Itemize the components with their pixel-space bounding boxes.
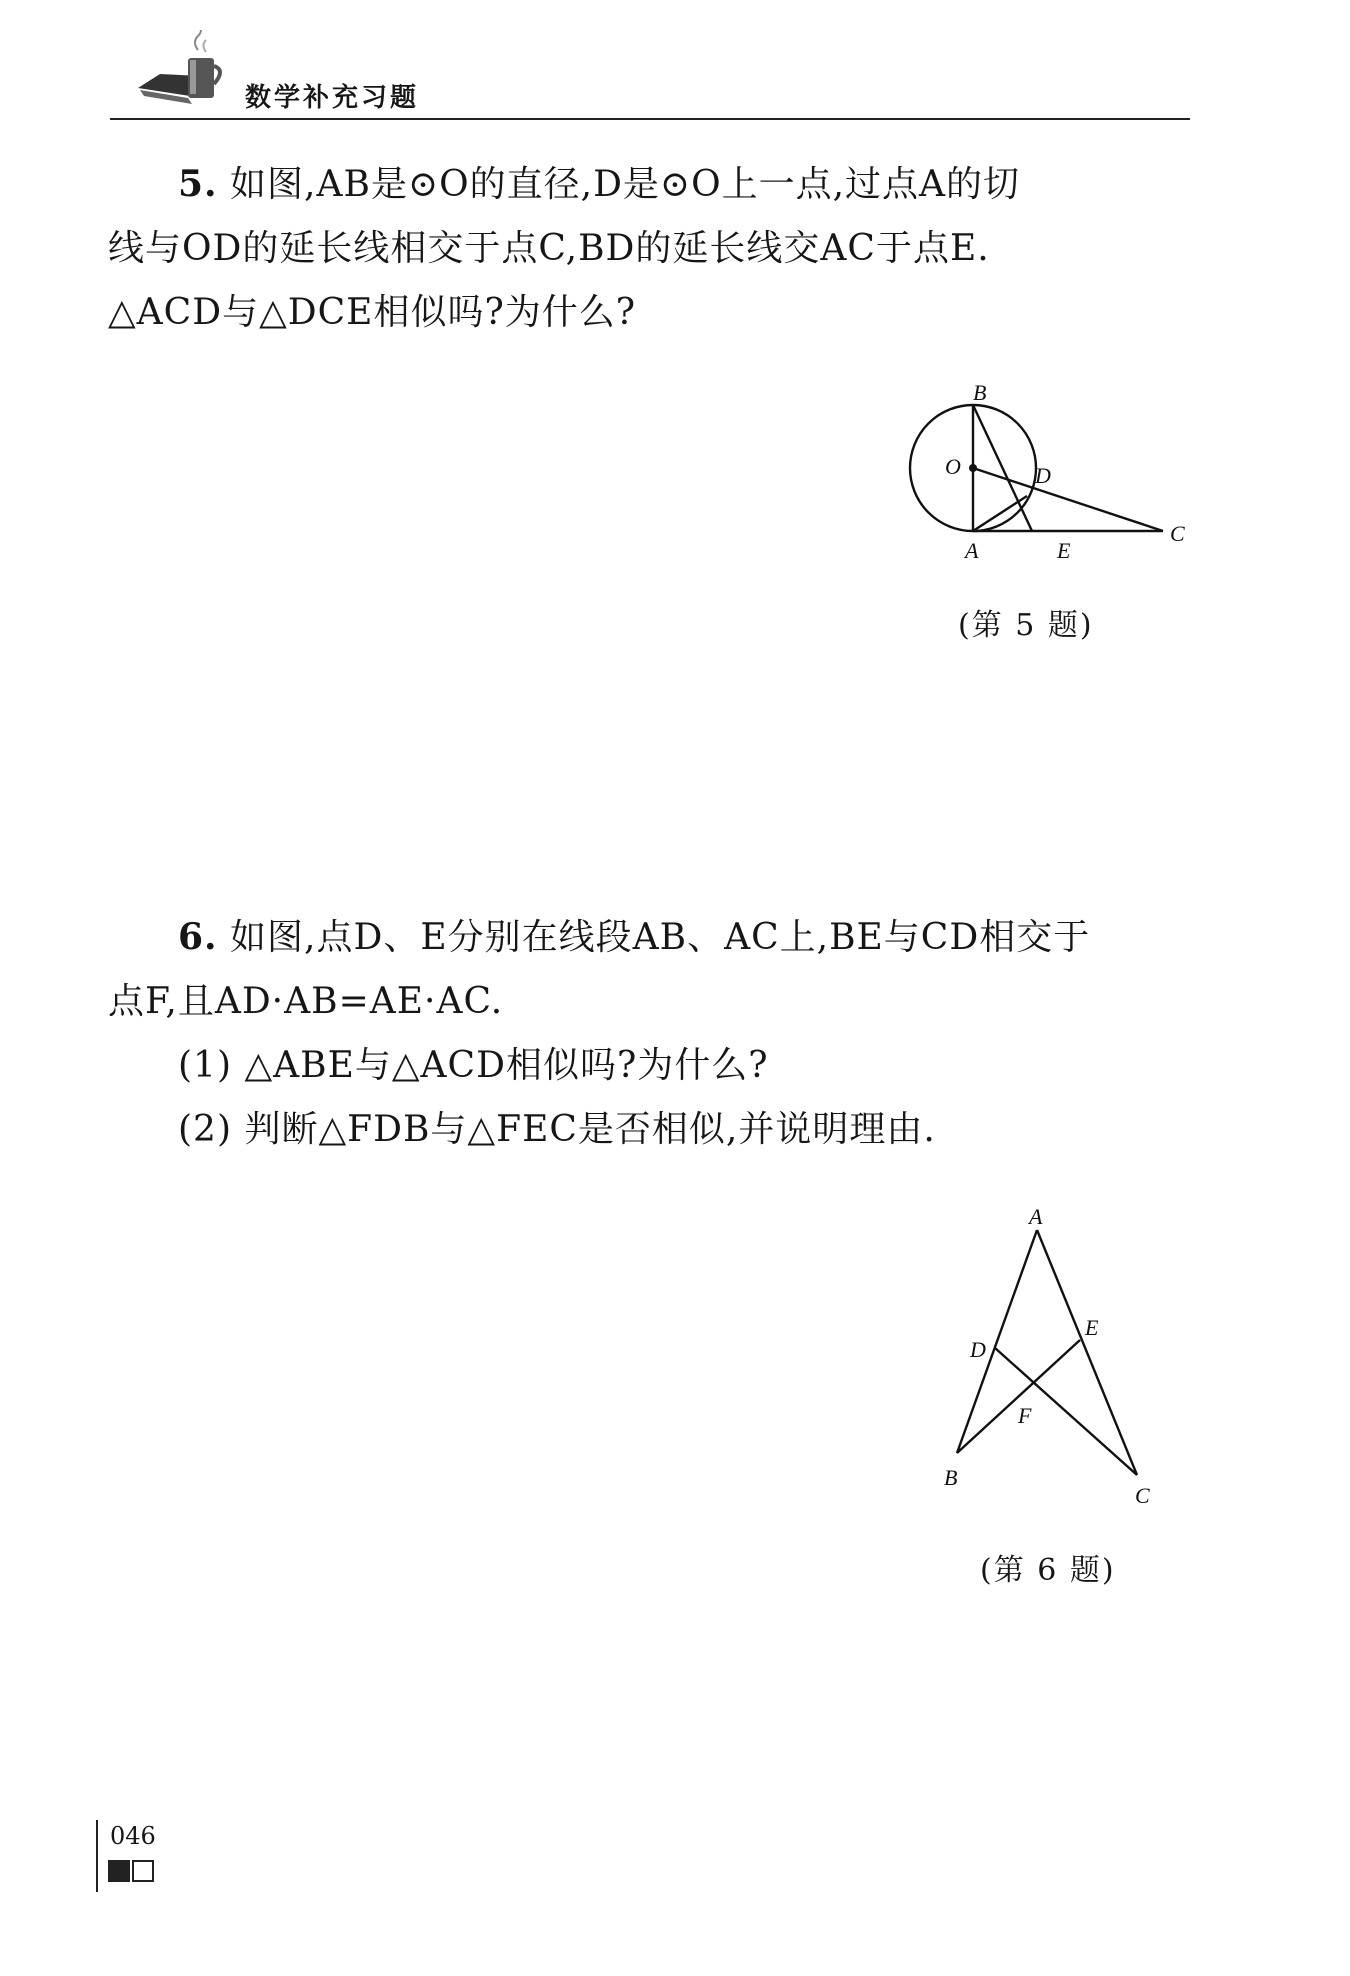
empty-square-icon bbox=[132, 1860, 154, 1882]
p5-label-O: O bbox=[945, 454, 961, 479]
footer-rule bbox=[96, 1820, 98, 1892]
p5-label-E: E bbox=[1057, 538, 1071, 563]
problem-5-line-3: △ACD与△DCE相似吗?为什么? bbox=[108, 292, 637, 333]
p5-label-C: C bbox=[1170, 521, 1185, 546]
p6-label-F: F bbox=[1018, 1403, 1032, 1428]
p6-label-B: B bbox=[944, 1465, 958, 1490]
filled-square-icon bbox=[108, 1860, 130, 1882]
problem-5-line-1: 5. 如图,AB是⊙O的直径,D是⊙O上一点,过点A的切 bbox=[178, 163, 1021, 205]
problem-6-line-1: 6. 如图,点D、E分别在线段AB、AC上,BE与CD相交于 bbox=[178, 916, 1091, 958]
problem-6-question-2: (2) 判断△FDB与△FEC是否相似,并说明理由. bbox=[178, 1109, 936, 1150]
p5-label-A: A bbox=[965, 538, 979, 563]
page-number: 046 bbox=[110, 1822, 156, 1850]
p6-label-D: D bbox=[970, 1337, 986, 1362]
problem-5 bbox=[108, 152, 1193, 345]
p6-label-C: C bbox=[1135, 1483, 1150, 1508]
problem-6-caption: (第 6 题) bbox=[980, 1553, 1116, 1588]
problem-6-figure bbox=[930, 1200, 1180, 1520]
p6-label-E: E bbox=[1085, 1315, 1099, 1340]
p5-label-D: D bbox=[1035, 463, 1051, 488]
header-divider bbox=[110, 118, 1190, 120]
p5-label-B: B bbox=[973, 380, 987, 405]
problem-5-number: 5. bbox=[178, 163, 218, 205]
book-and-cup-logo bbox=[130, 30, 240, 110]
problem-6 bbox=[108, 905, 1193, 1162]
problem-5-line-2: 线与OD的延长线相交于点C,BD的延长线交AC于点E. bbox=[108, 228, 990, 269]
problem-6-number: 6. bbox=[178, 916, 218, 958]
problem-5-caption: (第 5 题) bbox=[958, 608, 1094, 643]
book-title: 数学补充习题 bbox=[245, 83, 420, 113]
problem-6-question-1: (1) △ABE与△ACD相似吗?为什么? bbox=[178, 1045, 769, 1086]
problem-6-line-2: 点F,且AD·AB=AE·AC. bbox=[108, 981, 504, 1022]
problem-5-figure bbox=[895, 370, 1215, 570]
page-header bbox=[110, 30, 1190, 122]
p6-label-A: A bbox=[1029, 1204, 1043, 1229]
